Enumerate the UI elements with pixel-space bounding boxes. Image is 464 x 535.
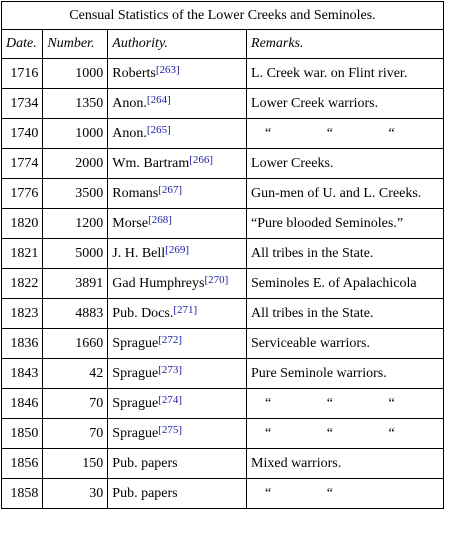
header-number: Number. <box>43 30 108 59</box>
remarks-text: Lower Creek warriors. <box>251 95 379 111</box>
authority-name: Pub. papers <box>112 485 178 501</box>
cell-authority <box>108 239 247 269</box>
table-row <box>2 239 444 269</box>
footnote-link[interactable]: [275] <box>158 423 182 436</box>
authority-name: Roberts <box>112 65 156 81</box>
cell-date: 1716 <box>2 59 43 89</box>
cell-remarks <box>247 119 444 149</box>
cell-number: 3891 <box>43 269 108 299</box>
table-row <box>2 179 444 209</box>
cell-remarks <box>247 329 444 359</box>
cell-date: 1823 <box>2 299 43 329</box>
remarks-text: Serviceable warriors. <box>251 335 370 351</box>
authority-name: Sprague <box>112 425 159 441</box>
census-table <box>1 1 444 509</box>
table-row <box>2 359 444 389</box>
cell-remarks <box>247 89 444 119</box>
footnote-link[interactable]: [271] <box>173 303 198 316</box>
cell-number: 3500 <box>43 179 108 209</box>
cell-date: 1734 <box>2 89 43 119</box>
cell-date: 1774 <box>2 149 43 179</box>
cell-authority <box>108 389 247 419</box>
cell-authority <box>108 269 247 299</box>
cell-authority <box>108 419 247 449</box>
authority-name: Sprague <box>112 395 159 411</box>
authority-name: Anon. <box>112 125 147 141</box>
table-row <box>2 149 444 179</box>
authority-name: Anon. <box>112 95 147 111</box>
table-row <box>2 419 444 449</box>
cell-remarks <box>247 359 444 389</box>
header-date: Date. <box>2 30 43 59</box>
cell-date: 1846 <box>2 389 43 419</box>
header-row <box>2 30 444 59</box>
cell-number: 1660 <box>43 329 108 359</box>
cell-authority <box>108 329 247 359</box>
table-body <box>2 59 444 509</box>
cell-date: 1822 <box>2 269 43 299</box>
cell-authority <box>108 449 247 479</box>
authority-name: J. H. Bell <box>112 245 166 261</box>
cell-authority <box>108 119 247 149</box>
cell-date: 1836 <box>2 329 43 359</box>
cell-number: 2000 <box>43 149 108 179</box>
remarks-text: “Pure blooded Seminoles.” <box>251 215 404 231</box>
cell-authority <box>108 179 247 209</box>
cell-authority <box>108 149 247 179</box>
cell-number: 4883 <box>43 299 108 329</box>
cell-number: 1000 <box>43 59 108 89</box>
cell-remarks <box>247 389 444 419</box>
remarks-text: “ “ “ <box>265 125 421 141</box>
cell-remarks <box>247 269 444 299</box>
remarks-text: Gun-men of U. and L. Creeks. <box>251 185 422 201</box>
footnote-link[interactable]: [268] <box>148 213 172 226</box>
remarks-text: “ “ “ <box>265 395 421 411</box>
cell-number: 1350 <box>43 89 108 119</box>
footnote-link[interactable]: [267] <box>158 183 182 196</box>
cell-authority <box>108 209 247 239</box>
cell-date: 1821 <box>2 239 43 269</box>
cell-number: 150 <box>43 449 108 479</box>
cell-remarks <box>247 179 444 209</box>
cell-authority <box>108 89 247 119</box>
cell-remarks <box>247 479 444 509</box>
cell-date: 1776 <box>2 179 43 209</box>
cell-authority <box>108 59 247 89</box>
remarks-text: Lower Creeks. <box>251 155 334 171</box>
footnote-link[interactable]: [266] <box>189 153 214 166</box>
cell-number: 70 <box>43 389 108 419</box>
remarks-text: All tribes in the State. <box>251 245 374 261</box>
cell-number: 5000 <box>43 239 108 269</box>
authority-name: Wm. Bartram <box>112 155 190 171</box>
authority-name: Sprague <box>112 335 159 351</box>
table-row <box>2 269 444 299</box>
authority-name: Pub. Docs. <box>112 305 174 321</box>
footnote-link[interactable]: [270] <box>204 273 229 286</box>
table-row <box>2 389 444 419</box>
footnote-link[interactable]: [274] <box>158 393 182 406</box>
table-caption: Censual Statistics of the Lower Creeks and Seminoles. <box>2 2 444 30</box>
cell-remarks <box>247 209 444 239</box>
table-row <box>2 119 444 149</box>
table-row <box>2 479 444 509</box>
cell-authority <box>108 479 247 509</box>
cell-date: 1850 <box>2 419 43 449</box>
authority-name: Sprague <box>112 365 159 381</box>
table-row <box>2 299 444 329</box>
cell-number: 1000 <box>43 119 108 149</box>
remarks-text: “ “ “ <box>265 425 421 441</box>
cell-remarks <box>247 239 444 269</box>
cell-authority <box>108 299 247 329</box>
authority-name: Morse <box>112 215 149 231</box>
header-authority: Authority. <box>108 30 247 59</box>
remarks-text: Mixed warriors. <box>251 455 342 471</box>
cell-date: 1856 <box>2 449 43 479</box>
cell-date: 1858 <box>2 479 43 509</box>
authority-name: Gad Humphreys <box>112 275 205 291</box>
cell-date: 1820 <box>2 209 43 239</box>
table-row <box>2 329 444 359</box>
authority-name: Pub. papers <box>112 455 178 471</box>
cell-remarks <box>247 59 444 89</box>
cell-remarks <box>247 419 444 449</box>
remarks-text: L. Creek war. on Flint river. <box>251 65 408 81</box>
authority-name: Romans <box>112 185 159 201</box>
table-row <box>2 449 444 479</box>
header-remarks: Remarks. <box>247 30 444 59</box>
remarks-text: Pure Seminole warriors. <box>251 365 387 381</box>
remarks-text: All tribes in the State. <box>251 305 374 321</box>
footnote-link[interactable]: [269] <box>165 243 189 256</box>
cell-number: 42 <box>43 359 108 389</box>
table-row <box>2 59 444 89</box>
cell-date: 1843 <box>2 359 43 389</box>
cell-remarks <box>247 449 444 479</box>
cell-number: 70 <box>43 419 108 449</box>
remarks-text: “ “ <box>265 485 359 501</box>
cell-remarks <box>247 299 444 329</box>
cell-authority <box>108 359 247 389</box>
remarks-text: Seminoles E. of Apalachicola <box>251 275 417 291</box>
footnote-link[interactable]: [272] <box>158 333 182 346</box>
table-row <box>2 89 444 119</box>
cell-number: 30 <box>43 479 108 509</box>
footnote-link[interactable]: [273] <box>158 363 182 376</box>
cell-number: 1200 <box>43 209 108 239</box>
cell-remarks <box>247 149 444 179</box>
table-row <box>2 209 444 239</box>
caption-row <box>2 2 444 30</box>
footnote-link[interactable]: [263] <box>155 63 180 76</box>
footnote-link[interactable]: [264] <box>146 93 171 106</box>
cell-date: 1740 <box>2 119 43 149</box>
footnote-link[interactable]: [265] <box>146 123 171 136</box>
